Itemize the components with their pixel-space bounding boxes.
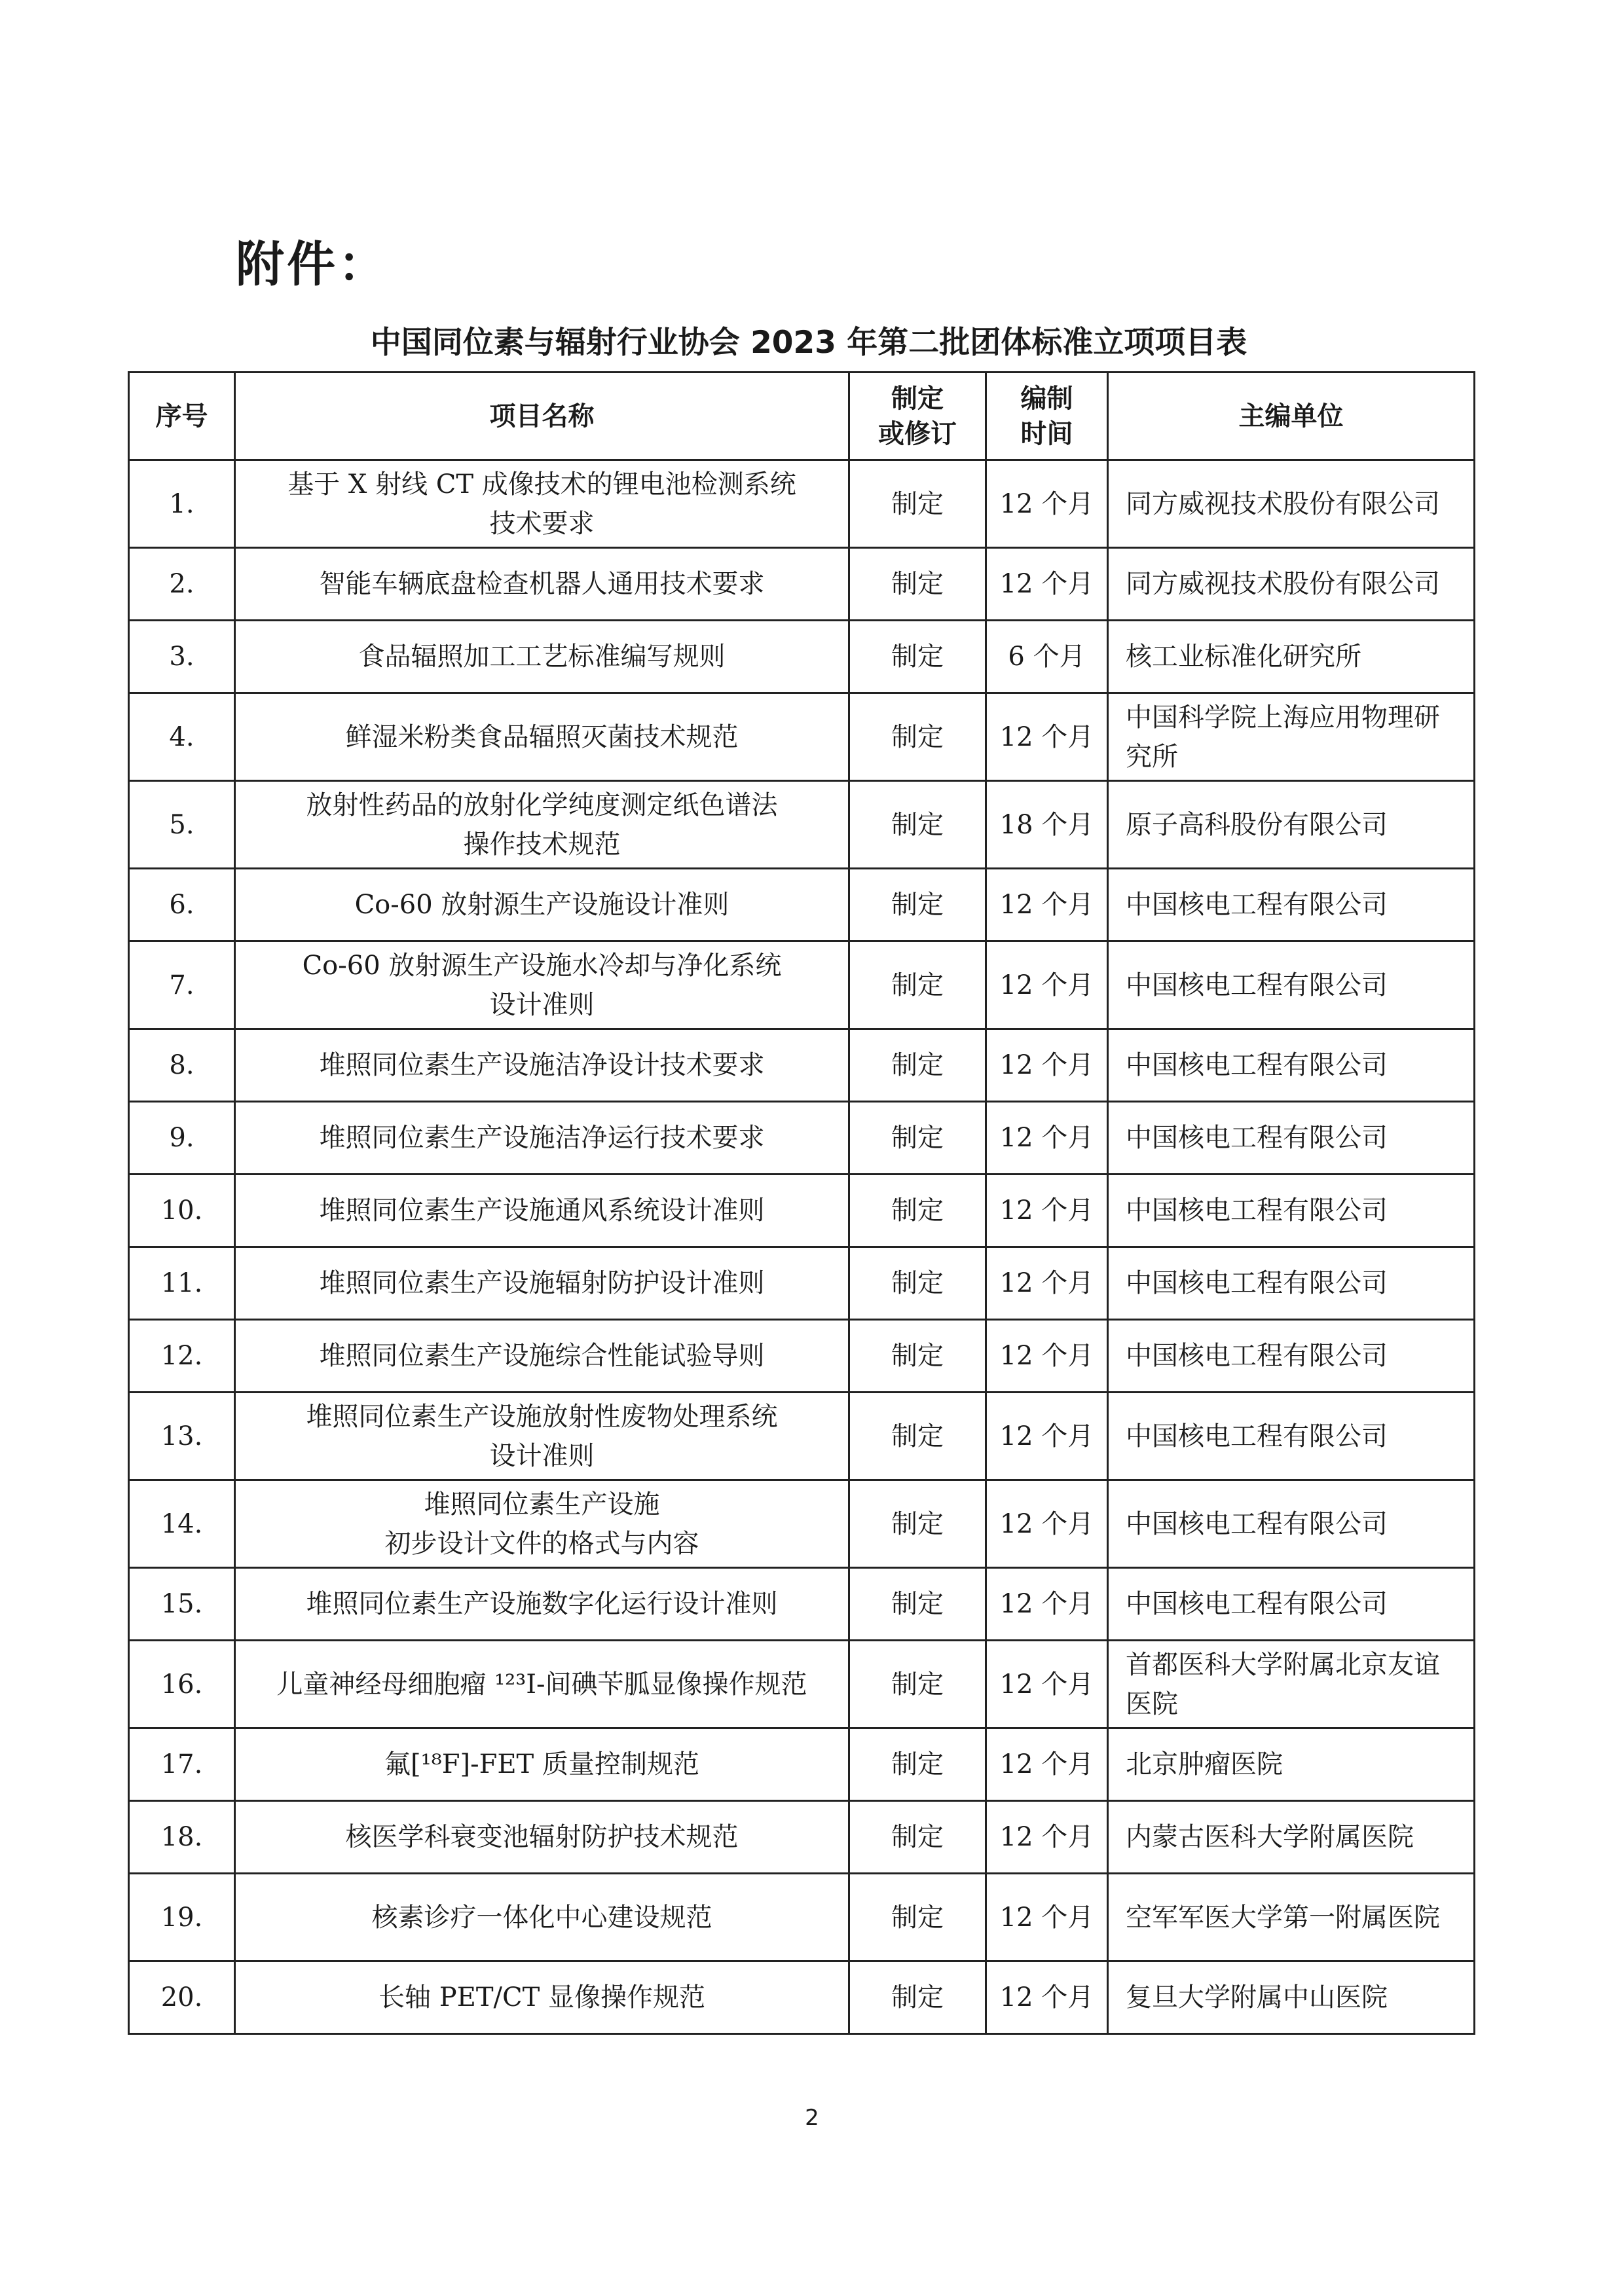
- row-time: 12 个月: [986, 1728, 1108, 1801]
- row-index: 19.: [129, 1874, 235, 1961]
- row-time: 12 个月: [986, 941, 1108, 1029]
- row-name: [235, 1102, 849, 1175]
- row-index: 14.: [129, 1480, 235, 1568]
- header-type: [849, 373, 986, 460]
- table-row: [129, 460, 1475, 548]
- row-name-line1: Co-60 放射源生产设施设计准则: [354, 890, 729, 920]
- row-name-line1: 堆照同位素生产设施数字化运行设计准则: [306, 1589, 778, 1619]
- row-name-line1: 氟[¹⁸F]-FET 质量控制规范: [384, 1749, 699, 1779]
- row-index: 6.: [129, 869, 235, 941]
- row-time: 12 个月: [986, 460, 1108, 548]
- table-row: [129, 1175, 1475, 1247]
- row-name: [235, 1393, 849, 1480]
- row-index: 16.: [129, 1641, 235, 1728]
- page-number: 2: [805, 2105, 819, 2131]
- row-name-line1: 堆照同位素生产设施洁净设计技术要求: [319, 1050, 765, 1080]
- row-index: 5.: [129, 781, 235, 869]
- row-unit: 核工业标准化研究所: [1108, 621, 1475, 693]
- header-name: 项目名称: [235, 373, 849, 460]
- table-row: [129, 621, 1475, 693]
- row-name-line2: 操作技术规范: [463, 829, 621, 860]
- row-name-line1: 基于 X 射线 CT 成像技术的锂电池检测系统: [287, 469, 796, 500]
- row-unit: 中国核电工程有限公司: [1108, 1029, 1475, 1102]
- row-index: 20.: [129, 1961, 235, 2034]
- row-unit: 中国核电工程有限公司: [1108, 1102, 1475, 1175]
- row-name: [235, 1247, 849, 1320]
- row-name: [235, 1801, 849, 1874]
- table-row: [129, 548, 1475, 621]
- row-unit: 中国核电工程有限公司: [1108, 941, 1475, 1029]
- row-time: 12 个月: [986, 1801, 1108, 1874]
- row-name-line1: 堆照同位素生产设施通风系统设计准则: [319, 1195, 765, 1226]
- row-name: [235, 621, 849, 693]
- row-time: 12 个月: [986, 548, 1108, 621]
- row-index: 3.: [129, 621, 235, 693]
- row-index: 1.: [129, 460, 235, 548]
- row-unit: 中国科学院上海应用物理研究所: [1108, 693, 1475, 781]
- row-name: [235, 781, 849, 869]
- row-time: 12 个月: [986, 1393, 1108, 1480]
- table-title: 中国同位素与辐射行业协会 2023 年第二批团体标准立项项目表: [370, 325, 1247, 361]
- row-name-line1: 儿童神经母细胞瘤 ¹²³I-间碘苄胍显像操作规范: [276, 1669, 807, 1700]
- row-index: 18.: [129, 1801, 235, 1874]
- row-type: 制定: [849, 1029, 986, 1102]
- row-type: 制定: [849, 621, 986, 693]
- row-time: 12 个月: [986, 693, 1108, 781]
- row-name: [235, 1320, 849, 1393]
- row-time: 12 个月: [986, 1480, 1108, 1568]
- table-row: [129, 1320, 1475, 1393]
- row-name: [235, 1874, 849, 1961]
- row-name-line1: 鲜湿米粉类食品辐照灭菌技术规范: [345, 721, 739, 752]
- table-row: [129, 1874, 1475, 1961]
- row-time: 12 个月: [986, 1874, 1108, 1961]
- row-unit: 中国核电工程有限公司: [1108, 1480, 1475, 1568]
- row-unit: 中国核电工程有限公司: [1108, 1175, 1475, 1247]
- row-time: 12 个月: [986, 1102, 1108, 1175]
- row-unit: 中国核电工程有限公司: [1108, 1320, 1475, 1393]
- row-name: [235, 1029, 849, 1102]
- row-time: 12 个月: [986, 869, 1108, 941]
- row-name-line1: 放射性药品的放射化学纯度测定纸色谱法: [306, 790, 778, 820]
- row-type: 制定: [849, 460, 986, 548]
- row-unit: 中国核电工程有限公司: [1108, 1247, 1475, 1320]
- row-index: 9.: [129, 1102, 235, 1175]
- row-type: 制定: [849, 941, 986, 1029]
- row-name: [235, 1568, 849, 1641]
- table-row: [129, 1568, 1475, 1641]
- row-index: 7.: [129, 941, 235, 1029]
- row-type: 制定: [849, 1480, 986, 1568]
- row-type: 制定: [849, 1961, 986, 2034]
- row-time: 12 个月: [986, 1641, 1108, 1728]
- row-unit: 原子高科股份有限公司: [1108, 781, 1475, 869]
- row-unit: 同方威视技术股份有限公司: [1108, 548, 1475, 621]
- header-index: 序号: [129, 373, 235, 460]
- table-row: [129, 781, 1475, 869]
- row-name-line2: 技术要求: [489, 508, 595, 539]
- row-name-line1: 智能车辆底盘检查机器人通用技术要求: [319, 569, 765, 599]
- row-type: 制定: [849, 693, 986, 781]
- row-time: 12 个月: [986, 1029, 1108, 1102]
- row-type: 制定: [849, 548, 986, 621]
- row-name-line1: Co-60 放射源生产设施水冷却与净化系统: [302, 950, 782, 981]
- row-unit: 中国核电工程有限公司: [1108, 869, 1475, 941]
- table-row: [129, 693, 1475, 781]
- row-index: 17.: [129, 1728, 235, 1801]
- row-name: [235, 1480, 849, 1568]
- row-index: 4.: [129, 693, 235, 781]
- table-header-row: [129, 373, 1475, 460]
- header-time: [986, 373, 1108, 460]
- row-unit: 中国核电工程有限公司: [1108, 1568, 1475, 1641]
- row-name-line1: 堆照同位素生产设施洁净运行技术要求: [319, 1123, 765, 1153]
- row-type: 制定: [849, 1641, 986, 1728]
- row-unit: 中国核电工程有限公司: [1108, 1393, 1475, 1480]
- row-index: 2.: [129, 548, 235, 621]
- project-table: [128, 371, 1475, 2035]
- row-type: 制定: [849, 1393, 986, 1480]
- table-row: [129, 869, 1475, 941]
- row-time: 12 个月: [986, 1568, 1108, 1641]
- header-type-line2: 或修订: [878, 418, 957, 449]
- row-time: 12 个月: [986, 1175, 1108, 1247]
- row-time: 12 个月: [986, 1320, 1108, 1393]
- table-row: [129, 1801, 1475, 1874]
- row-name-line1: 长轴 PET/CT 显像操作规范: [378, 1982, 705, 2013]
- row-name-line2: 设计准则: [489, 1440, 595, 1471]
- row-type: 制定: [849, 1175, 986, 1247]
- table-row: [129, 1641, 1475, 1728]
- row-type: 制定: [849, 1728, 986, 1801]
- row-name-line2: 初步设计文件的格式与内容: [384, 1528, 699, 1559]
- row-type: 制定: [849, 1874, 986, 1961]
- table-row: [129, 941, 1475, 1029]
- row-time: 12 个月: [986, 1961, 1108, 2034]
- row-unit: 北京肿瘤医院: [1108, 1728, 1475, 1801]
- row-index: 13.: [129, 1393, 235, 1480]
- row-name-line1: 堆照同位素生产设施辐射防护设计准则: [319, 1268, 765, 1298]
- row-type: 制定: [849, 1247, 986, 1320]
- row-time: 18 个月: [986, 781, 1108, 869]
- row-type: 制定: [849, 1568, 986, 1641]
- row-name-line1: 核医学科衰变池辐射防护技术规范: [345, 1822, 739, 1852]
- row-name: [235, 1175, 849, 1247]
- row-name: [235, 1961, 849, 2034]
- row-type: 制定: [849, 1102, 986, 1175]
- row-name-line1: 堆照同位素生产设施综合性能试验导则: [319, 1341, 765, 1371]
- table-row: [129, 1247, 1475, 1320]
- row-name: [235, 548, 849, 621]
- row-index: 11.: [129, 1247, 235, 1320]
- row-time: 12 个月: [986, 1247, 1108, 1320]
- row-name: [235, 869, 849, 941]
- row-name-line1: 堆照同位素生产设施: [424, 1489, 660, 1520]
- row-unit: 同方威视技术股份有限公司: [1108, 460, 1475, 548]
- row-type: 制定: [849, 1801, 986, 1874]
- row-time: 6 个月: [986, 621, 1108, 693]
- header-time-line1: 编制: [1020, 383, 1073, 414]
- row-type: 制定: [849, 869, 986, 941]
- row-index: 8.: [129, 1029, 235, 1102]
- row-name-line1: 食品辐照加工工艺标准编写规则: [358, 642, 726, 672]
- row-name-line1: 核素诊疗一体化中心建设规范: [371, 1902, 712, 1933]
- row-unit: 空军军医大学第一附属医院: [1108, 1874, 1475, 1961]
- row-name-line2: 设计准则: [489, 989, 595, 1020]
- header-time-line2: 时间: [1020, 418, 1073, 449]
- table-row: [129, 1393, 1475, 1480]
- row-unit: 复旦大学附属中山医院: [1108, 1961, 1475, 2034]
- attachment-heading: 附件：: [236, 236, 389, 293]
- row-name: [235, 693, 849, 781]
- table-row: [129, 1961, 1475, 2034]
- table-row: [129, 1728, 1475, 1801]
- row-name: [235, 941, 849, 1029]
- row-name-line1: 堆照同位素生产设施放射性废物处理系统: [306, 1401, 778, 1432]
- row-index: 15.: [129, 1568, 235, 1641]
- row-type: 制定: [849, 1320, 986, 1393]
- row-name: [235, 1728, 849, 1801]
- row-unit: 内蒙古医科大学附属医院: [1108, 1801, 1475, 1874]
- header-type-line1: 制定: [891, 383, 944, 414]
- table-row: [129, 1102, 1475, 1175]
- row-name: [235, 1641, 849, 1728]
- row-name: [235, 460, 849, 548]
- table-row: [129, 1480, 1475, 1568]
- header-unit: 主编单位: [1108, 373, 1475, 460]
- row-index: 10.: [129, 1175, 235, 1247]
- row-type: 制定: [849, 781, 986, 869]
- row-index: 12.: [129, 1320, 235, 1393]
- table-row: [129, 1029, 1475, 1102]
- row-unit: 首都医科大学附属北京友谊医院: [1108, 1641, 1475, 1728]
